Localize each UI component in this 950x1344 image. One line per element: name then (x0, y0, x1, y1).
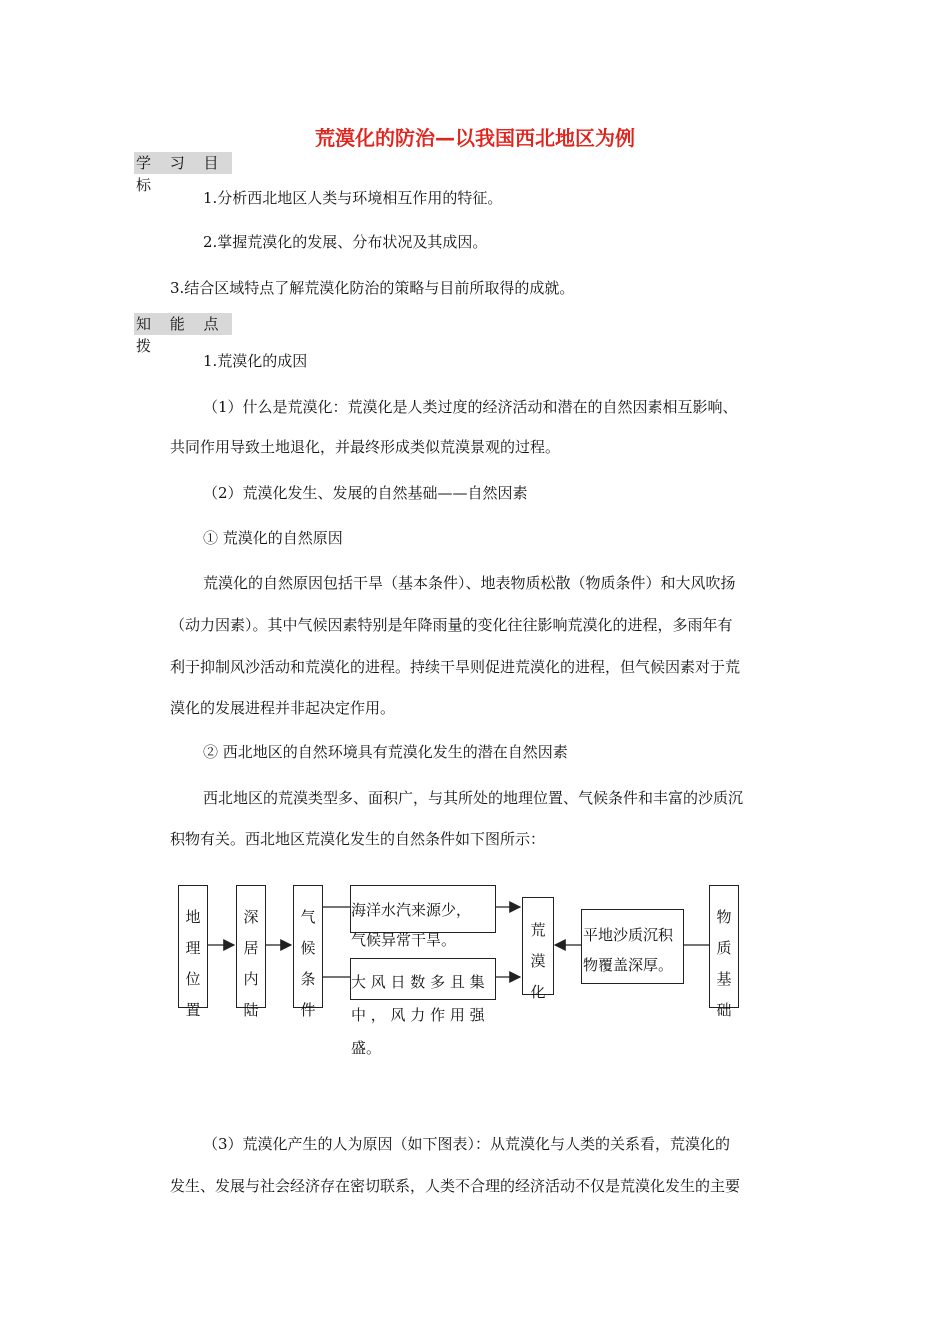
box-strong-wind-line-3: 盛。 (351, 1039, 382, 1057)
goal-item-2: 2.掌握荒漠化的发展、分布状况及其成因。 (203, 233, 488, 251)
subheading-northwest-factors: ② 西北地区的自然环境具有荒漠化发生的潜在自然因素 (203, 743, 568, 761)
box-deep-inland-text: 深 居 内 陆 (243, 908, 259, 1019)
goal-item-1: 1.分析西北地区人类与环境相互作用的特征。 (203, 189, 503, 207)
paragraph-definition-line-1: （1）什么是荒漠化：荒漠化是人类过度的经济活动和潜在的自然因素相互影响、 (203, 398, 738, 416)
box-strong-wind-line-1: 大 风 日 数 多 且 集 (351, 973, 485, 991)
subheading-causes: 1.荒漠化的成因 (203, 352, 308, 370)
box-material-basis-text: 物 质 基 础 (716, 908, 732, 1019)
paragraph-natural-line-3: 利于抑制风沙活动和荒漠化的进程。持续干旱则促进荒漠化的进程，但气候因素对于荒 (170, 658, 741, 676)
goal-item-3: 3.结合区域特点了解荒漠化防治的策略与目前所取得的成就。 (170, 279, 575, 297)
section-heading-goals: 学 习 目 标 (134, 152, 232, 174)
box-geographic-location-text: 地 理 位 置 (185, 908, 201, 1019)
paragraph-human-causes-line-2: 发生、发展与社会经济存在密切联系，人类不合理的经济活动不仅是荒漠化发生的主要 (170, 1177, 741, 1195)
subheading-natural-basis: （2）荒漠化发生、发展的自然基础——自然因素 (203, 484, 528, 502)
paragraph-northwest-line-2: 积物有关。西北地区荒漠化发生的自然条件如下图所示： (170, 830, 546, 848)
box-climate-conditions-text: 气 候 条 件 (300, 908, 316, 1019)
box-strong-wind-line-2: 中 ， 风 力 作 用 强 (351, 1006, 485, 1024)
paragraph-natural-line-2: （动力因素）。其中气候因素特别是年降雨量的变化往往影响荒漠化的进程，多雨年有 (170, 616, 733, 634)
paragraph-natural-line-4: 漠化的发展进程并非起决定作用。 (170, 699, 396, 717)
box-sand-deposits-line-1: 平地沙质沉积 (583, 926, 674, 944)
subheading-natural-causes: ① 荒漠化的自然原因 (203, 529, 343, 547)
paragraph-northwest-line-1: 西北地区的荒漠类型多、面积广，与其所处的地理位置、气候条件和丰富的沙质沉 (203, 789, 744, 807)
paragraph-definition-line-2: 共同作用导致土地退化，并最终形成类似荒漠景观的过程。 (170, 438, 561, 456)
box-desertification-text: 荒 漠 化 (530, 921, 546, 1001)
paragraph-human-causes-line-1: （3）荒漠化产生的人为原因（如下图表）：从荒漠化与人类的关系看，荒漠化的 (203, 1135, 731, 1153)
page-title: 荒漠化的防治—以我国西北地区为例 (315, 126, 635, 150)
box-ocean-moisture-line-2: 气候异常干旱。 (351, 931, 457, 949)
box-sand-deposits-line-2: 物覆盖深厚。 (583, 956, 674, 974)
section-heading-knowledge: 知 能 点 拨 (134, 313, 232, 335)
box-ocean-moisture-line-1: 海洋水汽来源少， (351, 901, 472, 919)
paragraph-natural-line-1: 荒漠化的自然原因包括干旱（基本条件）、地表物质松散（物质条件）和大风吹扬 (203, 574, 736, 592)
